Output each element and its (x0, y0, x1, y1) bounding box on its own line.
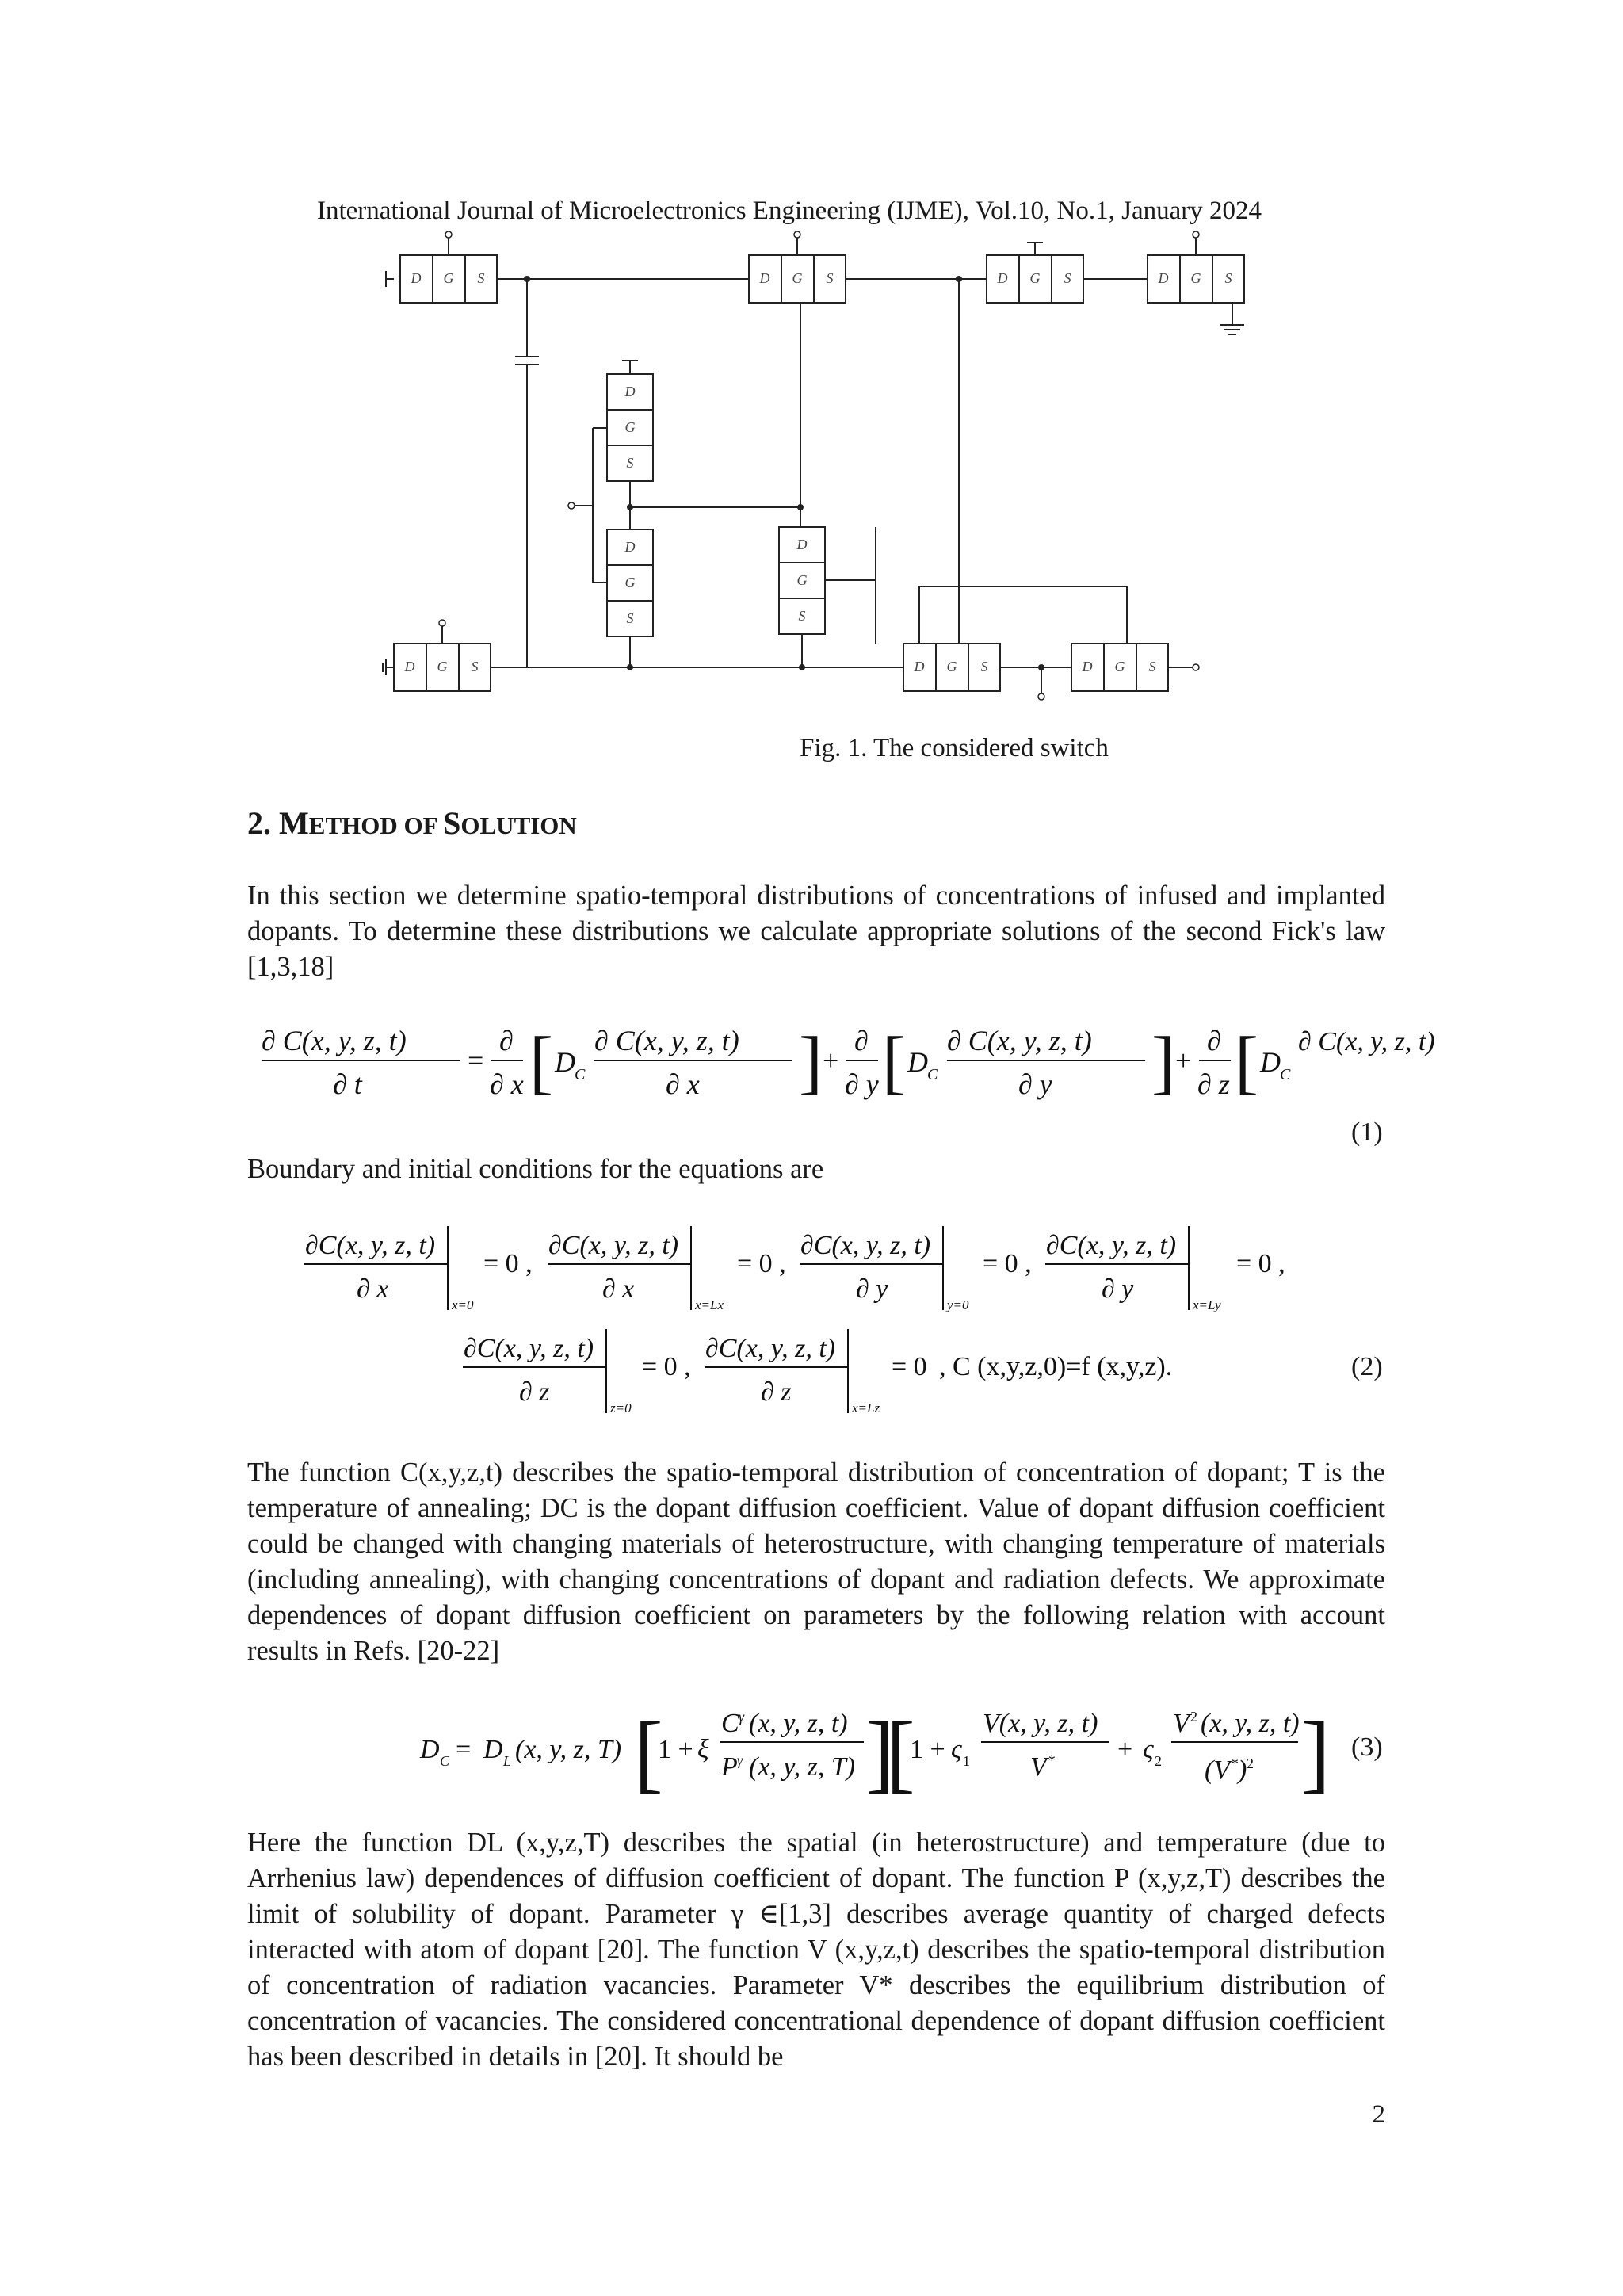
svg-text:(V: (V (1205, 1755, 1231, 1785)
svg-text:V(x, y, z, t): V(x, y, z, t) (983, 1709, 1098, 1738)
svg-text:G: G (796, 572, 808, 588)
svg-text:x=Lz: x=Lz (852, 1400, 880, 1415)
svg-text:(x, y, z, T): (x, y, z, T) (749, 1752, 856, 1782)
svg-text:, C (x,y,z,0)=f (x,y,z).: , C (x,y,z,0)=f (x,y,z). (939, 1352, 1173, 1381)
svg-text:(x, y, z, T): (x, y, z, T) (515, 1735, 622, 1764)
equation-1 (238, 1007, 1435, 1125)
svg-text:*: * (1231, 1755, 1238, 1771)
svg-text:∂: ∂ (499, 1025, 514, 1056)
svg-text:∂C(x, y, z, t): ∂C(x, y, z, t) (705, 1334, 836, 1363)
svg-text:2: 2 (1190, 1709, 1197, 1725)
svg-text:*: * (1048, 1752, 1055, 1768)
svg-text:+: + (823, 1045, 839, 1076)
svg-text:C: C (721, 1709, 739, 1738)
svg-text:): ) (1238, 1755, 1247, 1785)
svg-text:D: D (759, 270, 770, 286)
svg-text:+: + (1175, 1045, 1192, 1076)
svg-text:x=Ly: x=Ly (1193, 1297, 1221, 1312)
svg-text:∂ z: ∂ z (761, 1377, 792, 1407)
svg-text:ς: ς (1143, 1735, 1154, 1764)
svg-text:∂C(x, y, z, t): ∂C(x, y, z, t) (305, 1231, 436, 1260)
svg-text:(x, y, z, t): (x, y, z, t) (1201, 1709, 1300, 1738)
svg-text:y=0: y=0 (947, 1297, 969, 1312)
svg-text:V: V (1030, 1752, 1047, 1782)
svg-text:∂ z: ∂ z (519, 1377, 550, 1407)
svg-text:S: S (626, 455, 634, 471)
svg-text:∂ y: ∂ y (1018, 1068, 1052, 1100)
svg-text:γ: γ (737, 1752, 743, 1768)
svg-text:∂ x: ∂ x (666, 1068, 700, 1100)
svg-text:γ: γ (739, 1709, 745, 1725)
equation-3 (412, 1696, 1331, 1799)
svg-text:D: D (796, 537, 808, 552)
svg-text:S: S (1064, 270, 1071, 286)
svg-text:D: D (624, 384, 636, 399)
svg-text:D: D (997, 270, 1008, 286)
svg-text:= 0 ,: = 0 , (1236, 1249, 1285, 1278)
circuit-figure (372, 230, 1232, 713)
svg-text:∂ C(x, y, z, t): ∂ C(x, y, z, t) (594, 1025, 739, 1056)
svg-text:= 0 ,: = 0 , (642, 1352, 691, 1381)
svg-text:1 +: 1 + (910, 1735, 945, 1764)
svg-text:∂C(x, y, z, t): ∂C(x, y, z, t) (464, 1334, 594, 1363)
svg-text:D: D (411, 270, 422, 286)
svg-text:G: G (1190, 270, 1201, 286)
svg-text:1: 1 (963, 1753, 970, 1769)
svg-text:]: ] (865, 1704, 895, 1801)
svg-text:1 +: 1 + (658, 1735, 693, 1764)
section-heading: 2. METHOD OF SOLUTION (247, 805, 577, 841)
svg-text:∂C(x, y, z, t): ∂C(x, y, z, t) (548, 1231, 679, 1260)
svg-text:D: D (907, 1046, 928, 1078)
svg-text:=: = (468, 1045, 484, 1076)
svg-text:D: D (1082, 659, 1093, 674)
page-number: 2 (1372, 2100, 1385, 2129)
svg-text:∂ C(x, y, z, t): ∂ C(x, y, z, t) (947, 1025, 1092, 1056)
svg-text:G: G (624, 575, 636, 590)
svg-text:= 0 ,: = 0 , (737, 1249, 786, 1278)
equation-1-number: (1) (1351, 1117, 1383, 1147)
svg-text:∂: ∂ (1207, 1025, 1221, 1056)
svg-text:P: P (721, 1752, 738, 1782)
svg-text:L: L (503, 1753, 512, 1769)
svg-text:∂ y: ∂ y (856, 1274, 888, 1304)
svg-text:z=0: z=0 (610, 1400, 632, 1415)
svg-text:∂C(x, y, z, t): ∂C(x, y, z, t) (800, 1231, 931, 1260)
svg-text:=: = (456, 1735, 472, 1764)
svg-text:C: C (927, 1066, 938, 1083)
svg-text:+: + (1117, 1735, 1133, 1764)
svg-text:G: G (443, 270, 454, 286)
svg-text:G: G (624, 419, 636, 435)
svg-text:∂: ∂ (854, 1025, 869, 1056)
svg-text:[: [ (634, 1704, 663, 1801)
svg-text:x=Lx: x=Lx (695, 1297, 724, 1312)
svg-text:= 0 ,: = 0 , (483, 1249, 533, 1278)
svg-text:S: S (477, 270, 485, 286)
svg-text:[: [ (886, 1704, 915, 1801)
svg-text:2: 2 (1155, 1753, 1162, 1769)
svg-text:S: S (980, 659, 988, 674)
paragraph-function: The function C(x,y,z,t) describes the spatio-temporal distribution of concentration of dopant; T is the temperature of annealing; DC is the dopant diffusion coefficient. Value of dopant diffusion coefficient could be changed with changing materials of heterostructure, with changing temperature of materials (including annealing), with changing concentrations of dopant and radiation defects. We approximate dependences of dopant diffusion coefficient on parameters by the following relation with account results in Refs. [20-22] (247, 1457, 1385, 1666)
svg-text:D: D (483, 1735, 503, 1764)
svg-text:G: G (437, 659, 448, 674)
svg-text:S: S (826, 270, 834, 286)
svg-text:S: S (1224, 270, 1232, 286)
svg-text:S: S (471, 659, 479, 674)
svg-text:D: D (1158, 270, 1169, 286)
svg-text:D: D (404, 659, 415, 674)
boundary-text: Boundary and initial conditions for the equations are (247, 1154, 824, 1184)
svg-text:C: C (575, 1066, 586, 1083)
svg-text:D: D (914, 659, 925, 674)
svg-text:D: D (1260, 1046, 1281, 1078)
svg-text:= 0: = 0 (892, 1352, 927, 1381)
equation-3-number: (3) (1351, 1733, 1383, 1762)
svg-text:2: 2 (1247, 1755, 1254, 1771)
svg-text:∂ x: ∂ x (490, 1068, 524, 1100)
svg-text:[: [ (529, 1023, 553, 1102)
svg-text:D: D (624, 539, 636, 555)
svg-text:]: ] (1301, 1704, 1331, 1801)
svg-text:G: G (946, 659, 957, 674)
svg-text:∂ x: ∂ x (602, 1274, 635, 1304)
svg-text:]: ] (799, 1023, 823, 1102)
svg-text:S: S (1148, 659, 1156, 674)
svg-text:∂ C(x, y, z, t): ∂ C(x, y, z, t) (262, 1025, 407, 1056)
svg-text:∂C(x, y, z, t): ∂C(x, y, z, t) (1046, 1231, 1177, 1260)
equation-2-number: (2) (1351, 1352, 1383, 1381)
svg-text:G: G (792, 270, 803, 286)
svg-text:D: D (555, 1046, 575, 1078)
svg-text:x=0: x=0 (452, 1297, 474, 1312)
svg-text:∂ y: ∂ y (845, 1068, 879, 1100)
svg-text:[: [ (882, 1023, 906, 1102)
svg-text:ς: ς (951, 1735, 962, 1764)
svg-text:[: [ (1235, 1023, 1258, 1102)
svg-text:∂ y: ∂ y (1102, 1274, 1134, 1304)
svg-text:D: D (420, 1735, 440, 1764)
svg-text:C: C (440, 1753, 450, 1769)
svg-text:C: C (1280, 1066, 1291, 1083)
svg-text:∂ z: ∂ z (1197, 1068, 1230, 1100)
paragraph-intro: In this section we determine spatio-temporal distributions of concentrations of infused and implanted dopants. To determine these distributions we calculate appropriate solutions of the second Fick's law [1,3,18] (247, 881, 1385, 982)
svg-text:∂ t: ∂ t (333, 1068, 362, 1100)
equation-2 (293, 1221, 1339, 1427)
svg-text:∂ x: ∂ x (357, 1274, 389, 1304)
svg-text:ξ: ξ (697, 1735, 709, 1764)
svg-text:∂ C(x, y, z, t): ∂ C(x, y, z, t) (1298, 1027, 1435, 1056)
svg-text:G: G (1029, 270, 1041, 286)
paragraph-here: Here the function DL (x,y,z,T) describes the spatial (in heterostructure) and temperature (due to Arrhenius law) dependences of diffusion coefficient of dopant. The function P (x,y,z,T) describes the limit of solubility of dopant. Parameter γ ∈[1,3] describes average quantity of charged defects interacted with atom of dopant [20]. The function V (x,y,z,t) describes the spatio-temporal distribution of concentration of radiation vacancies. Parameter V* describes the equilibrium distribution of concentration of vacancies. The considered concentrational dependence of dopant diffusion coefficient has been described in details in [20]. It should be (247, 1828, 1385, 2072)
svg-text:S: S (798, 608, 806, 624)
journal-header: International Journal of Microelectronics Engineering (IJME), Vol.10, No.1, January 2024 (317, 197, 1262, 225)
svg-text:= 0 ,: = 0 , (983, 1249, 1032, 1278)
svg-text:]: ] (1151, 1023, 1175, 1102)
figure-caption: Fig. 1. The considered switch (800, 734, 1109, 762)
svg-text:(x, y, z, t): (x, y, z, t) (749, 1709, 848, 1738)
svg-text:G: G (1114, 659, 1125, 674)
svg-text:S: S (626, 610, 634, 626)
svg-text:V: V (1173, 1709, 1190, 1738)
